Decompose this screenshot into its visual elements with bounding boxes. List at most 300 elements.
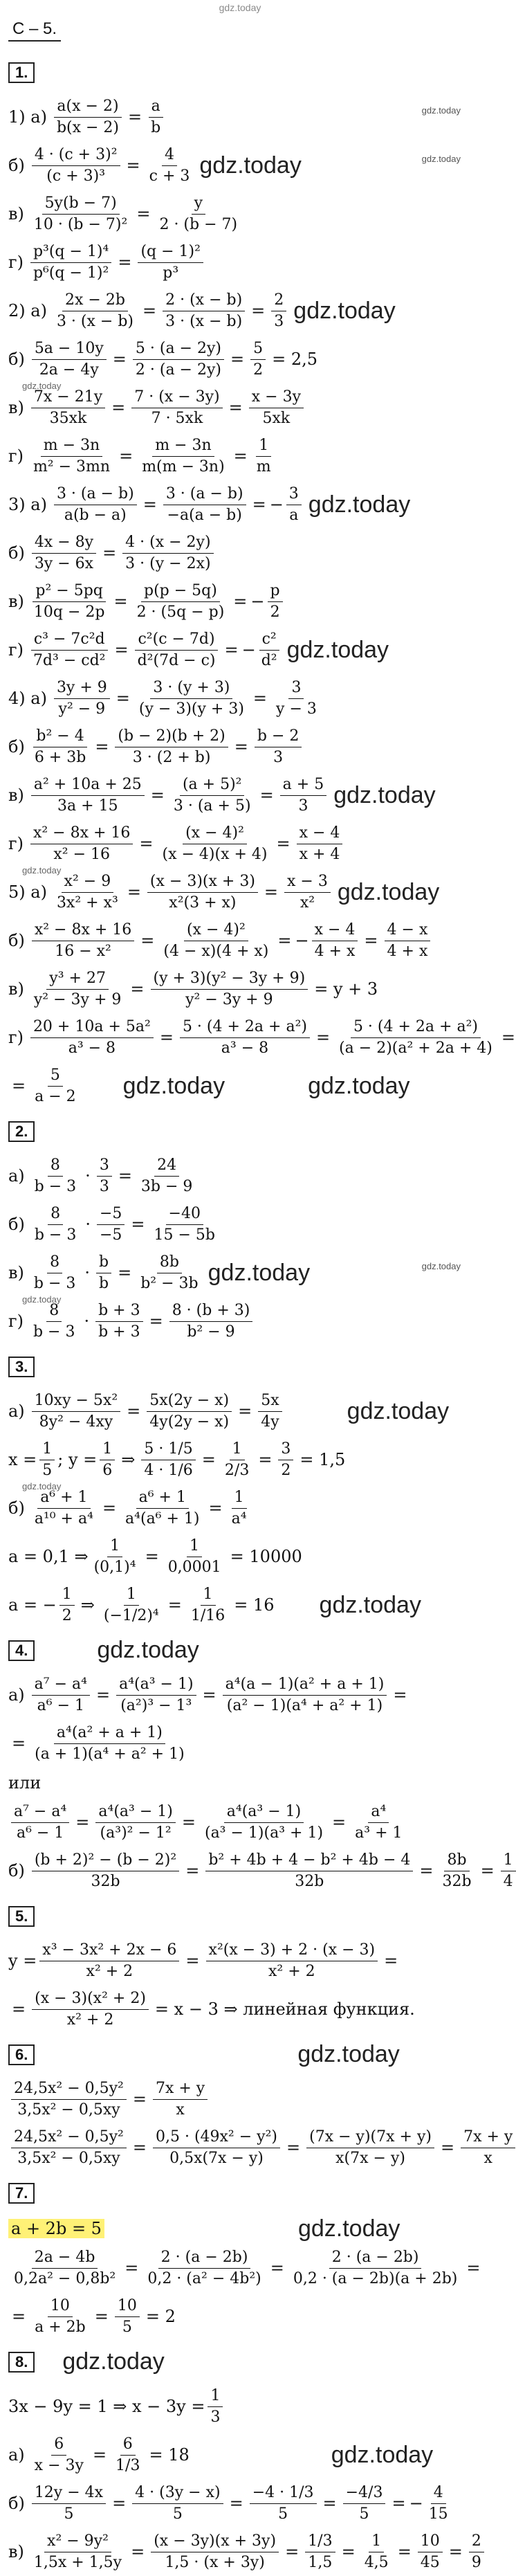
denominator: (a³ − 1)(a³ + 1): [204, 1824, 324, 1842]
fraction: [91, 1537, 139, 1576]
equals-sign: =: [397, 2542, 412, 2561]
denominator: 15 − 5b: [154, 1226, 215, 1244]
denominator: 4,5: [364, 2553, 389, 2571]
numerator: 7x − 21y: [31, 388, 105, 408]
s4-line-2: [8, 1719, 472, 1768]
denominator: a³ − 8: [68, 1039, 116, 1057]
numerator: x²(x − 3) + 2 · (x − 3): [206, 1941, 378, 1961]
fraction: [418, 2532, 443, 2571]
fraction: [188, 1586, 228, 1624]
fraction: [11, 2128, 127, 2167]
fraction: [145, 2249, 264, 2287]
s3-line-5: [8, 1581, 472, 1629]
result-text: = 16: [234, 1595, 275, 1615]
denominator: 0,5x(7x − y): [169, 2149, 264, 2167]
equals-sign: =: [94, 2307, 109, 2326]
s5-line-1: [8, 1936, 472, 1985]
equals-sign: =: [264, 882, 279, 902]
item-label: в): [8, 592, 24, 611]
fraction: [250, 340, 266, 379]
equals-sign: =: [234, 737, 248, 756]
numerator: p(p − 5q): [141, 582, 220, 601]
numerator: (x − 3y)(x + 3y): [151, 2532, 279, 2552]
numerator: −4/3: [343, 2484, 386, 2503]
equals-sign: =: [393, 1685, 407, 1705]
s6-line-1: [8, 2075, 472, 2123]
numerator: 4 · (3y − x): [132, 2484, 223, 2503]
equals-sign: =: [270, 2258, 284, 2278]
denominator: x² + 2: [66, 2011, 114, 2029]
fraction: [138, 1253, 201, 1292]
numerator: 8b: [444, 1851, 469, 1871]
numerator: p: [268, 582, 283, 601]
denominator: 3: [99, 1177, 109, 1195]
denominator: b: [99, 1274, 109, 1292]
fraction: [205, 1851, 413, 1890]
fraction: [30, 631, 109, 669]
fraction: [134, 582, 228, 621]
multiply-dot: ·: [84, 1312, 90, 1331]
numerator: (q − 1)²: [138, 243, 203, 262]
denominator: a³ + 1: [355, 1824, 403, 1842]
fraction: [30, 1018, 154, 1057]
fraction: [32, 1990, 149, 2029]
implies-arrow: ⇒: [121, 1450, 136, 1469]
denominator: 5: [122, 2318, 132, 2336]
given-equation: 3x − 9y = 1 ⇒ x − 3y =: [8, 2397, 205, 2416]
equals-sign: =: [252, 495, 266, 514]
denominator: x: [483, 2149, 492, 2167]
fraction: [138, 243, 203, 282]
denominator: x + 4: [299, 845, 340, 863]
equals-sign: =: [202, 1685, 216, 1705]
s2-line-3: [8, 1249, 472, 1297]
denominator: 10q − 2p: [33, 603, 105, 621]
a-assign: a = −: [8, 1595, 57, 1615]
item-label: в): [8, 786, 24, 805]
equals-sign: =: [127, 882, 141, 902]
fraction: [271, 291, 286, 330]
minus-sign: −: [269, 495, 284, 514]
fraction: [259, 631, 280, 669]
denominator: c + 3: [149, 167, 190, 185]
item-label: 3) а): [8, 495, 47, 514]
equals-sign: =: [201, 1450, 216, 1469]
numerator: 4x − 8y: [32, 534, 96, 553]
denominator: (−1/2)⁴: [103, 1606, 159, 1624]
denominator: a⁶ − 1: [16, 1824, 64, 1842]
fraction: [141, 1440, 195, 1479]
equals-sign: =: [118, 1166, 132, 1186]
equals-sign: =: [111, 398, 126, 417]
numerator: (y + 3)(y² − 3y + 9): [151, 970, 308, 989]
item-label: г): [8, 834, 24, 853]
equals-sign: =: [276, 834, 291, 853]
fraction: [306, 2128, 434, 2167]
numerator: (x − 4)²: [183, 824, 247, 844]
denominator: 1,5: [308, 2553, 333, 2571]
denominator: 3,5x² − 0,5xy: [17, 2149, 120, 2167]
denominator: 45: [420, 2553, 440, 2571]
denominator: 5: [64, 2505, 74, 2523]
watermark: gdz.today: [122, 1072, 225, 1099]
fraction: [255, 727, 302, 766]
fraction: [32, 1724, 187, 1763]
numerator: 3: [278, 1440, 293, 1460]
denominator: 3 · (x − b): [56, 312, 133, 330]
watermark-tiny: gdz.today: [22, 865, 62, 876]
s4-line-3: [8, 1798, 472, 1847]
section-number-1: 1.: [8, 62, 35, 83]
equals-sign: =: [92, 2445, 107, 2465]
numerator: x − 4: [297, 824, 343, 844]
numerator: a⁴(a³ − 1): [95, 1803, 175, 1822]
numerator: (x − 3)(x² + 2): [32, 1990, 149, 2009]
denominator: 4y(2y − x): [149, 1413, 230, 1431]
fraction: [163, 291, 245, 330]
or-text: или: [8, 1773, 42, 1793]
equals-sign: =: [102, 1498, 117, 1518]
watermark: gdz.today: [308, 1072, 410, 1099]
numerator: 8: [47, 1253, 62, 1273]
highlighted-condition: a + 2b = 5: [8, 2219, 104, 2238]
fraction: [501, 1851, 516, 1890]
equals-sign: =: [95, 737, 109, 756]
equals-sign: =: [126, 156, 140, 175]
s8-line-1: [8, 2431, 472, 2479]
denominator: b − 3: [34, 1226, 77, 1244]
numerator: 1: [59, 1586, 75, 1605]
numerator: x² − 8x + 16: [32, 921, 134, 941]
denominator: 32b: [295, 1872, 324, 1890]
numerator: a + 5: [280, 776, 327, 795]
fraction: [59, 1586, 75, 1624]
numerator: 0,5 · (49x² − y²): [153, 2128, 280, 2148]
equals-sign: =: [112, 350, 127, 369]
fraction: [115, 727, 228, 766]
fraction: [39, 1941, 179, 1980]
fraction: [54, 98, 122, 136]
equals-sign: =: [391, 2494, 406, 2513]
section-number-5: 5.: [8, 1906, 35, 1927]
watermark: gdz.today: [347, 1397, 450, 1424]
numerator: 1: [208, 2387, 223, 2406]
numerator: 8: [48, 1205, 63, 1224]
s7-line-2: [8, 2292, 472, 2341]
s1-line-5: [8, 287, 472, 335]
s1-line-11: [8, 577, 472, 626]
fraction: [222, 1440, 252, 1479]
fraction: [32, 727, 89, 766]
fraction: [97, 1205, 125, 1244]
denominator: 3a + 15: [57, 797, 118, 815]
numerator: 4: [162, 146, 177, 165]
numerator: 24,5x² − 0,5y²: [11, 2128, 127, 2148]
s4-line-4: [8, 1847, 513, 1895]
fraction: [250, 2484, 317, 2523]
item-label: а): [8, 1685, 25, 1705]
s1-line-6: [8, 335, 472, 383]
equals-sign: =: [185, 1861, 200, 1880]
fraction: [11, 2080, 127, 2119]
equals-sign: =: [258, 1450, 273, 1469]
numerator: 4 · (c + 3)²: [32, 146, 120, 165]
item-label: б): [8, 350, 25, 369]
equals-sign: =: [136, 204, 151, 224]
numerator: 4 − x: [385, 921, 431, 941]
equals-sign: =: [119, 446, 133, 466]
numerator: (a + 5)²: [180, 776, 245, 795]
denominator: 3: [210, 2408, 221, 2426]
denominator: 3: [274, 312, 284, 330]
equals-sign: =: [131, 1215, 145, 1234]
result-text: = 1,5: [300, 1450, 346, 1469]
equals-sign: =: [230, 350, 245, 369]
s4-line-1: [8, 1671, 472, 1719]
s2-line-4: [8, 1294, 472, 1345]
numerator: 1: [256, 437, 271, 456]
fraction: [30, 437, 113, 475]
denominator: p³: [163, 264, 179, 282]
fraction: [229, 1489, 250, 1527]
equals-sign: =: [419, 1861, 434, 1880]
numerator: 8: [48, 1157, 63, 1176]
section-number-7: 7.: [8, 2183, 35, 2204]
s1-line-17: [8, 865, 472, 916]
equals-sign: =: [116, 689, 130, 708]
y-assign: ; y =: [57, 1450, 98, 1469]
numerator: 3 · (a − b): [163, 485, 246, 505]
item-label: б): [8, 543, 25, 563]
equals-sign: =: [132, 2089, 147, 2109]
denominator: −5: [99, 1226, 122, 1244]
watermark: gdz.today: [286, 636, 389, 663]
numerator: x² − 8x + 16: [30, 824, 133, 844]
numerator: 5 · (4 + 2a + a²): [351, 1018, 481, 1037]
equals-sign: =: [128, 107, 142, 127]
watermark: gdz.today: [199, 152, 302, 179]
denominator: 1,5 · (x + 3y): [165, 2553, 265, 2571]
denominator: x: [176, 2101, 185, 2119]
equals-sign: =: [112, 2494, 127, 2513]
numerator: a⁴(a³ − 1): [224, 1803, 304, 1822]
fraction: [39, 1440, 55, 1479]
equals-sign: =: [286, 2138, 301, 2157]
denominator: 4 + x: [314, 942, 356, 960]
s5-line-2: [8, 1985, 472, 2033]
numerator: (x − 4)²: [184, 921, 248, 941]
numerator: 5a − 10y: [32, 340, 107, 359]
equals-sign: =: [208, 1498, 223, 1518]
numerator: a: [149, 98, 163, 117]
fraction: [139, 437, 227, 475]
numerator: 3 · (a − b): [54, 485, 137, 505]
equals-sign: =: [501, 1028, 515, 1047]
fraction: [32, 1851, 179, 1890]
numerator: 5 · 1/5: [141, 1440, 195, 1460]
equals-sign: =: [130, 979, 145, 999]
equals-sign: =: [364, 931, 378, 950]
fraction: [206, 1941, 378, 1980]
denominator: 0,2 · (a − 2b)(a + 2b): [293, 2269, 458, 2287]
equals-sign: =: [341, 2542, 356, 2561]
numerator: x − 3y: [249, 388, 304, 408]
equals-sign: =: [75, 1813, 90, 1832]
s1-line-7: [8, 383, 472, 432]
denominator: m(m − 3n): [142, 457, 225, 475]
s1-line-2: [8, 141, 472, 190]
watermark: gdz.today: [297, 2040, 400, 2067]
numerator: 2x − 2b: [62, 291, 128, 311]
fraction: [258, 1392, 282, 1431]
fraction: [160, 824, 270, 863]
fraction: [138, 1157, 196, 1195]
numerator: 1: [230, 1440, 245, 1460]
numerator: x − 4: [312, 921, 358, 941]
equals-sign: =: [12, 1076, 26, 1096]
denominator: x² + 2: [268, 1962, 315, 1980]
denominator: a¹⁰ + a⁴: [34, 1509, 93, 1527]
equals-sign: =: [229, 2494, 243, 2513]
numerator: 5 · (4 + 2a + a²): [180, 1018, 310, 1037]
fraction: [147, 873, 258, 911]
fraction: [305, 2532, 335, 2571]
watermark: gdz.today: [308, 491, 411, 518]
fraction: [469, 2532, 484, 2571]
denominator: 4y: [261, 1413, 279, 1431]
item-label: г): [8, 640, 24, 660]
equals-sign: =: [127, 1402, 141, 1421]
equals-sign: =: [228, 398, 243, 417]
fraction: [32, 2297, 89, 2336]
item-label: в): [8, 398, 24, 417]
denominator: 2: [270, 603, 280, 621]
fraction: [278, 1440, 293, 1479]
item-label: г): [8, 1312, 24, 1331]
fraction: [297, 824, 343, 863]
equals-sign: =: [142, 495, 157, 514]
denominator: (a + 1)(a⁴ + a² + 1): [35, 1745, 185, 1763]
s8-line-3: [8, 2528, 481, 2576]
numerator: 10xy − 5x²: [32, 1392, 120, 1411]
numerator: b: [96, 1253, 111, 1273]
result-text: = 18: [149, 2445, 190, 2465]
numerator: x − 3: [284, 873, 331, 892]
item-label: 2) а): [8, 301, 47, 320]
fraction: [32, 340, 107, 379]
denominator: b² − 9: [187, 1323, 235, 1341]
item-label: а): [8, 2445, 25, 2465]
equals-sign: =: [125, 2258, 139, 2278]
fraction: [101, 1586, 162, 1624]
fraction: [31, 388, 105, 427]
equals-sign: =: [145, 1547, 159, 1566]
result-text: = 2,5: [272, 350, 318, 369]
denominator: 6 + 3b: [34, 748, 86, 766]
s1-line-9: [8, 480, 472, 529]
equals-sign: =: [113, 592, 128, 611]
denominator: x²(3 + x): [169, 894, 237, 911]
fraction: [32, 921, 134, 960]
denominator: (a² − 1)(a⁴ + a² + 1): [226, 1696, 383, 1714]
numerator: 1: [232, 1489, 247, 1508]
equals-sign: =: [139, 834, 154, 853]
result-text: = x − 3 ⇒ линейная функция.: [154, 1999, 415, 2019]
denominator: 16 − x²: [55, 942, 111, 960]
numerator: b + 3: [95, 1302, 143, 1321]
denominator: (y − 3)(y + 3): [138, 700, 244, 718]
item-label: г): [8, 446, 24, 466]
section-number-8: 8.: [8, 2352, 35, 2373]
numerator: 1: [100, 1440, 115, 1460]
numerator: a⁷ − a⁴: [11, 1803, 69, 1822]
fraction: [135, 631, 219, 669]
fraction: [122, 534, 213, 572]
s3-line-2: [8, 1435, 472, 1484]
numerator: 7 · (x − 3y): [131, 388, 222, 408]
numerator: 2 · (a − 2b): [329, 2249, 422, 2268]
numerator: 6: [120, 2436, 136, 2455]
a-assign: a = 0,1 ⇒: [8, 1547, 89, 1566]
watermark-tiny: gdz.today: [22, 1481, 62, 1491]
numerator: c²: [259, 631, 279, 650]
equals-sign: =: [12, 2307, 26, 2326]
denominator: b(x − 2): [56, 118, 120, 136]
fraction: [32, 1067, 79, 1105]
fraction: [208, 2387, 223, 2426]
fraction: [96, 1253, 111, 1292]
watermark-small: gdz.today: [421, 154, 461, 164]
denominator: 3y − 6x: [34, 554, 94, 572]
numerator: b − 2: [255, 727, 302, 747]
implies-arrow: ⇒: [80, 1595, 95, 1615]
item-label: в): [8, 204, 24, 224]
numerator: (x − 3)(x + 3): [147, 873, 258, 892]
equals-sign: =: [480, 1861, 495, 1880]
fraction: [54, 485, 137, 524]
denominator: 3: [273, 748, 284, 766]
s2-line-1: [8, 1152, 472, 1200]
fraction: [30, 1302, 78, 1341]
minus-sign: −: [241, 640, 256, 660]
equals-sign: =: [132, 2138, 147, 2157]
denominator: 2a − 4y: [39, 361, 99, 379]
denominator: 3 · (y − 2x): [125, 554, 211, 572]
s1-line-21: [8, 1062, 472, 1110]
denominator: 1,5x + 1,5y: [33, 2553, 122, 2571]
denominator: 4 + x: [387, 942, 428, 960]
result-text: = 10000: [230, 1547, 302, 1566]
equals-sign: =: [102, 543, 117, 563]
equals-sign: =: [384, 1951, 398, 1970]
fraction: [223, 1676, 387, 1714]
fraction: [30, 243, 111, 282]
numerator: a⁷ − a⁴: [32, 1676, 90, 1695]
fraction: [343, 2484, 386, 2523]
equals-sign: =: [224, 640, 239, 660]
page-title: С – 5.: [8, 15, 61, 42]
denominator: (c + 3)³: [46, 167, 106, 185]
denominator: b + 3: [98, 1323, 140, 1341]
numerator: −4 · 1/3: [250, 2484, 317, 2503]
equals-sign: =: [118, 253, 132, 272]
denominator: a: [289, 506, 299, 524]
watermark: gdz.today: [337, 878, 440, 905]
equals-sign: =: [277, 931, 292, 950]
fraction: [31, 2532, 125, 2571]
fraction: [32, 1392, 120, 1431]
numerator: 1: [501, 1851, 516, 1871]
